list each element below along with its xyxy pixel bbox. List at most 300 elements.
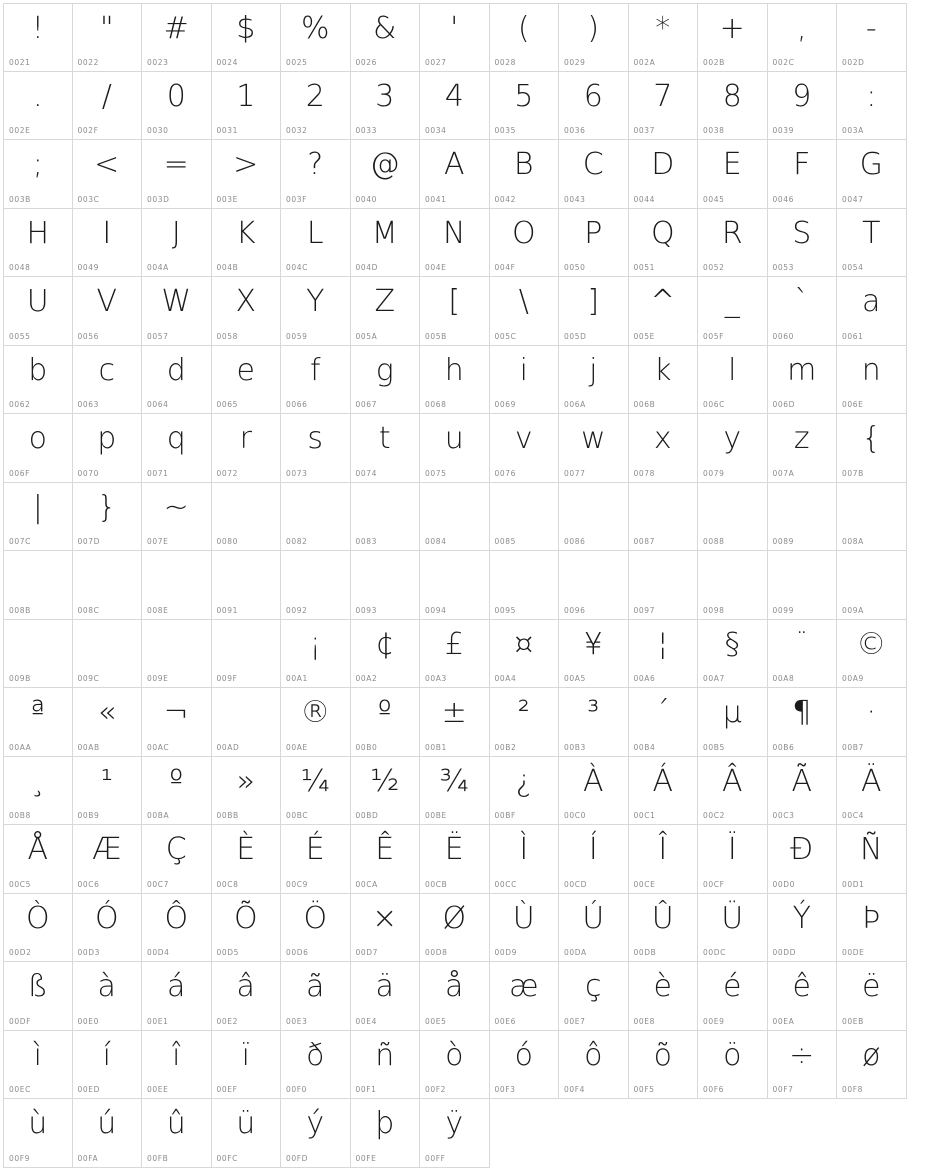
glyph-cell[interactable] [73, 209, 143, 278]
glyph-cell[interactable] [73, 962, 143, 1031]
glyph-cell[interactable] [212, 1031, 282, 1100]
glyph-cell[interactable] [73, 757, 143, 826]
glyph-cell[interactable] [212, 620, 282, 689]
glyph-cell[interactable] [73, 894, 143, 963]
glyph-codepoint: 0072 [216, 468, 238, 478]
glyph-character [351, 555, 420, 597]
glyph-cell[interactable] [768, 3, 838, 72]
glyph-cell[interactable] [837, 277, 907, 346]
glyph-cell[interactable] [837, 209, 907, 278]
glyph-codepoint: 00D7 [355, 948, 378, 957]
glyph-cell[interactable] [490, 620, 560, 689]
glyph-cell[interactable] [420, 894, 490, 963]
glyph-cell[interactable] [837, 757, 907, 826]
glyph-cell[interactable] [768, 140, 838, 209]
glyph-cell[interactable] [73, 140, 143, 209]
glyph-cell[interactable] [698, 1031, 768, 1100]
glyph-cell[interactable] [73, 483, 143, 552]
glyph-cell[interactable] [768, 346, 838, 415]
glyph-cell[interactable] [490, 825, 560, 894]
glyph-cell[interactable] [490, 483, 560, 552]
glyph-cell[interactable] [559, 962, 629, 1031]
glyph-cell[interactable] [559, 894, 629, 963]
glyph-codepoint: 00B4 [633, 742, 656, 752]
glyph-character: ä [375, 969, 394, 1004]
glyph-cell[interactable] [768, 894, 838, 963]
glyph-cell[interactable] [420, 3, 490, 72]
glyph-cell[interactable] [698, 414, 768, 483]
glyph-cell[interactable] [559, 483, 629, 552]
glyph-cell[interactable] [351, 72, 421, 141]
glyph-character: ì [33, 1037, 42, 1073]
glyph-character: & [373, 11, 397, 46]
glyph-cell[interactable] [142, 551, 212, 620]
glyph-character: è [653, 969, 672, 1004]
glyph-codepoint: 00F5 [633, 1085, 655, 1094]
glyph-cell[interactable] [3, 414, 73, 483]
glyph-cell[interactable] [559, 3, 629, 72]
glyph-cell[interactable] [142, 962, 212, 1031]
glyph-cell[interactable] [698, 277, 768, 346]
glyph-cell[interactable] [281, 1099, 351, 1168]
glyph-cell[interactable] [768, 277, 838, 346]
glyph-character [351, 487, 420, 529]
glyph-character: x [653, 421, 672, 456]
glyph-character: o [28, 421, 47, 456]
glyph-cell[interactable] [837, 346, 907, 415]
glyph-cell[interactable] [351, 1031, 421, 1100]
glyph-cell[interactable] [420, 1031, 490, 1100]
glyph-cell[interactable] [490, 72, 560, 141]
glyph-cell[interactable] [212, 414, 282, 483]
glyph-cell[interactable] [3, 620, 73, 689]
glyph-character: ù [28, 1106, 48, 1141]
glyph-codepoint: 0088 [703, 537, 725, 546]
glyph-codepoint: 00B3 [564, 742, 586, 752]
glyph-cell[interactable] [559, 414, 629, 483]
glyph-cell[interactable] [281, 1031, 351, 1100]
glyph-cell[interactable] [142, 825, 212, 894]
glyph-cell[interactable] [559, 551, 629, 620]
glyph-character: G [859, 147, 883, 182]
glyph-cell[interactable] [142, 620, 212, 689]
glyph-cell[interactable] [281, 346, 351, 415]
glyph-cell[interactable] [142, 414, 212, 483]
glyph-cell[interactable] [629, 209, 699, 278]
glyph-character: » [236, 763, 255, 799]
glyph-cell[interactable] [837, 551, 907, 620]
glyph-cell[interactable] [837, 72, 907, 141]
glyph-cell[interactable] [73, 346, 143, 415]
glyph-cell[interactable] [559, 346, 629, 415]
glyph-cell[interactable] [837, 962, 907, 1031]
glyph-character: å [445, 969, 464, 1004]
glyph-cell[interactable] [142, 688, 212, 757]
glyph-cell[interactable] [351, 962, 421, 1031]
glyph-codepoint: 00D2 [9, 948, 32, 957]
glyph-codepoint: 00B5 [703, 742, 725, 752]
glyph-cell[interactable] [351, 757, 421, 826]
glyph-cell[interactable] [142, 346, 212, 415]
glyph-cell[interactable] [73, 688, 143, 757]
glyph-cell[interactable] [3, 962, 73, 1031]
glyph-character [212, 555, 281, 597]
glyph-cell[interactable] [281, 483, 351, 552]
glyph-cell[interactable] [281, 620, 351, 689]
glyph-cell[interactable] [3, 72, 73, 141]
glyph-codepoint: 00A5 [564, 674, 586, 683]
glyph-cell[interactable] [212, 825, 282, 894]
glyph-codepoint: 00C0 [564, 811, 586, 820]
glyph-cell[interactable] [559, 140, 629, 209]
glyph-cell[interactable] [420, 1099, 490, 1168]
glyph-cell[interactable] [698, 757, 768, 826]
glyph-codepoint: 0051 [633, 263, 655, 272]
glyph-cell[interactable] [490, 551, 560, 620]
glyph-cell[interactable] [559, 1031, 629, 1100]
glyph-cell[interactable] [142, 140, 212, 209]
glyph-cell[interactable] [351, 1099, 421, 1168]
glyph-cell[interactable] [3, 209, 73, 278]
glyph-codepoint: 0094 [425, 605, 447, 615]
glyph-cell[interactable] [420, 483, 490, 552]
glyph-cell[interactable] [698, 3, 768, 72]
glyph-cell[interactable] [768, 483, 838, 552]
glyph-character: { [861, 421, 881, 456]
glyph-cell[interactable] [3, 483, 73, 552]
glyph-codepoint: 005B [425, 331, 447, 341]
glyph-cell[interactable] [490, 757, 560, 826]
glyph-character: Y [306, 284, 325, 319]
glyph-cell[interactable] [490, 140, 560, 209]
glyph-codepoint: 0059 [286, 331, 308, 341]
glyph-cell[interactable] [629, 483, 699, 552]
glyph-character: ) [587, 11, 600, 46]
glyph-cell[interactable] [629, 277, 699, 346]
glyph-cell[interactable] [351, 688, 421, 757]
glyph-cell[interactable] [281, 757, 351, 826]
glyph-codepoint: 00D1 [842, 879, 865, 889]
glyph-cell[interactable] [559, 277, 629, 346]
glyph-codepoint: 00AC [147, 742, 170, 752]
glyph-cell[interactable] [73, 620, 143, 689]
glyph-cell[interactable] [212, 1099, 282, 1168]
glyph-character [420, 555, 489, 597]
glyph-cell[interactable] [559, 757, 629, 826]
glyph-cell[interactable] [420, 72, 490, 141]
glyph-cell[interactable] [73, 1099, 143, 1168]
glyph-cell[interactable] [629, 551, 699, 620]
glyph-cell[interactable] [212, 346, 282, 415]
glyph-codepoint: 00C3 [772, 811, 795, 820]
glyph-cell[interactable] [3, 346, 73, 415]
glyph-cell[interactable] [3, 1099, 73, 1168]
glyph-cell[interactable] [768, 209, 838, 278]
glyph-cell[interactable] [73, 277, 143, 346]
glyph-character: Ú [582, 900, 605, 936]
glyph-cell[interactable] [490, 962, 560, 1031]
glyph-codepoint: 0052 [703, 263, 725, 272]
glyph-cell[interactable] [837, 688, 907, 757]
glyph-cell[interactable] [629, 688, 699, 757]
glyph-cell[interactable] [698, 140, 768, 209]
glyph-cell[interactable] [420, 962, 490, 1031]
glyph-cell[interactable] [212, 3, 282, 72]
glyph-cell[interactable] [212, 72, 282, 141]
glyph-cell[interactable] [351, 277, 421, 346]
glyph-character: Å [27, 832, 49, 867]
glyph-cell[interactable] [73, 1031, 143, 1100]
glyph-cell[interactable] [490, 688, 560, 757]
glyph-character: Ô [164, 900, 189, 936]
glyph-cell[interactable] [281, 894, 351, 963]
glyph-codepoint: 006D [772, 400, 795, 409]
glyph-cell[interactable] [281, 825, 351, 894]
glyph-codepoint: 00EF [216, 1085, 238, 1094]
glyph-cell[interactable] [559, 825, 629, 894]
glyph-cell[interactable] [490, 414, 560, 483]
glyph-cell[interactable] [698, 962, 768, 1031]
glyph-character: æ [509, 969, 539, 1004]
glyph-cell[interactable] [3, 140, 73, 209]
glyph-cell[interactable] [420, 620, 490, 689]
glyph-cell[interactable] [559, 620, 629, 689]
glyph-codepoint: 00AD [216, 742, 240, 752]
glyph-cell[interactable] [698, 72, 768, 141]
glyph-codepoint: 0034 [425, 126, 447, 135]
glyph-cell[interactable] [768, 72, 838, 141]
glyph-cell[interactable] [281, 551, 351, 620]
glyph-cell[interactable] [3, 551, 73, 620]
glyph-cell[interactable] [351, 825, 421, 894]
glyph-cell[interactable] [629, 414, 699, 483]
glyph-cell[interactable] [3, 277, 73, 346]
glyph-cell[interactable] [768, 414, 838, 483]
glyph-character: Q [650, 215, 675, 251]
glyph-cell[interactable] [837, 620, 907, 689]
glyph-character: 0 [166, 78, 186, 114]
glyph-cell[interactable] [281, 688, 351, 757]
glyph-character: ¼ [300, 763, 330, 799]
glyph-cell[interactable] [490, 1031, 560, 1100]
glyph-cell[interactable] [420, 757, 490, 826]
glyph-cell[interactable] [698, 209, 768, 278]
glyph-cell[interactable] [698, 551, 768, 620]
glyph-character [768, 555, 837, 597]
glyph-cell[interactable] [73, 3, 143, 72]
glyph-cell[interactable] [73, 825, 143, 894]
glyph-cell[interactable] [837, 140, 907, 209]
glyph-cell[interactable] [212, 962, 282, 1031]
glyph-cell[interactable] [281, 3, 351, 72]
glyph-codepoint: 0042 [494, 194, 516, 204]
glyph-cell[interactable] [629, 72, 699, 141]
glyph-character: d [166, 352, 186, 388]
glyph-cell[interactable] [142, 1031, 212, 1100]
glyph-cell[interactable] [420, 346, 490, 415]
glyph-cell[interactable] [142, 483, 212, 552]
glyph-cell[interactable] [142, 72, 212, 141]
glyph-cell[interactable] [698, 620, 768, 689]
glyph-codepoint: 0048 [9, 263, 31, 272]
glyph-cell[interactable] [698, 346, 768, 415]
glyph-cell[interactable] [837, 1031, 907, 1100]
glyph-cell[interactable] [142, 209, 212, 278]
glyph-cell[interactable] [768, 620, 838, 689]
glyph-cell[interactable] [837, 3, 907, 72]
glyph-codepoint: 0085 [494, 537, 516, 546]
glyph-cell[interactable] [142, 277, 212, 346]
glyph-cell[interactable] [768, 1031, 838, 1100]
glyph-cell[interactable] [212, 551, 282, 620]
glyph-codepoint: 004F [494, 263, 516, 272]
glyph-character: â [236, 969, 255, 1004]
glyph-cell[interactable] [351, 209, 421, 278]
glyph-cell[interactable] [698, 825, 768, 894]
glyph-character [698, 487, 767, 529]
glyph-character: Û [651, 900, 674, 936]
glyph-cell[interactable] [490, 277, 560, 346]
glyph-cell[interactable] [73, 551, 143, 620]
glyph-cell[interactable] [490, 209, 560, 278]
glyph-cell[interactable] [212, 277, 282, 346]
glyph-character: _ [724, 284, 740, 319]
glyph-character: É [305, 832, 325, 867]
glyph-cell[interactable] [420, 209, 490, 278]
glyph-cell[interactable] [351, 3, 421, 72]
glyph-character: ' [450, 11, 459, 46]
glyph-cell[interactable] [420, 825, 490, 894]
glyph-codepoint: 00F7 [772, 1085, 794, 1094]
glyph-character: P [584, 215, 603, 251]
glyph-cell[interactable] [351, 140, 421, 209]
glyph-cell[interactable] [629, 825, 699, 894]
glyph-cell[interactable] [768, 688, 838, 757]
glyph-codepoint: 00A9 [842, 674, 864, 683]
glyph-cell[interactable] [73, 72, 143, 141]
glyph-character: R [721, 215, 743, 251]
glyph-cell[interactable] [490, 3, 560, 72]
glyph-cell[interactable] [142, 1099, 212, 1168]
glyph-cell[interactable] [420, 688, 490, 757]
glyph-cell[interactable] [142, 757, 212, 826]
glyph-cell[interactable] [351, 620, 421, 689]
glyph-cell[interactable] [629, 962, 699, 1031]
glyph-cell[interactable] [281, 277, 351, 346]
glyph-character: À [582, 763, 604, 799]
glyph-cell[interactable] [3, 688, 73, 757]
glyph-codepoint: 0091 [216, 605, 238, 615]
glyph-cell[interactable] [281, 962, 351, 1031]
glyph-codepoint: 00A6 [633, 674, 656, 683]
glyph-codepoint: 00BE [425, 811, 447, 820]
glyph-cell[interactable] [559, 209, 629, 278]
glyph-cell[interactable] [559, 72, 629, 141]
glyph-cell[interactable] [837, 414, 907, 483]
glyph-character: Ý [792, 900, 811, 936]
glyph-cell[interactable] [212, 209, 282, 278]
glyph-cell[interactable] [629, 346, 699, 415]
glyph-cell[interactable] [281, 209, 351, 278]
glyph-cell[interactable] [142, 894, 212, 963]
glyph-cell[interactable] [629, 3, 699, 72]
glyph-codepoint: 0029 [564, 57, 586, 67]
glyph-character: p [97, 421, 117, 456]
glyph-cell[interactable] [420, 551, 490, 620]
glyph-cell[interactable] [629, 894, 699, 963]
glyph-cell[interactable] [73, 414, 143, 483]
glyph-cell[interactable] [768, 962, 838, 1031]
glyph-cell[interactable] [490, 346, 560, 415]
glyph-cell[interactable] [420, 140, 490, 209]
glyph-cell[interactable] [768, 551, 838, 620]
glyph-codepoint: 004B [216, 263, 239, 272]
glyph-cell[interactable] [212, 757, 282, 826]
glyph-character [212, 624, 281, 666]
glyph-cell[interactable] [212, 483, 282, 552]
glyph-codepoint: 0069 [494, 400, 516, 409]
glyph-cell[interactable] [768, 825, 838, 894]
glyph-cell[interactable] [420, 414, 490, 483]
glyph-cell[interactable] [837, 483, 907, 552]
glyph-cell[interactable] [629, 757, 699, 826]
glyph-codepoint: 00DC [703, 948, 726, 957]
glyph-cell[interactable] [3, 894, 73, 963]
glyph-codepoint: 0054 [842, 263, 864, 272]
glyph-codepoint: 00F2 [425, 1085, 447, 1094]
glyph-cell[interactable] [629, 140, 699, 209]
glyph-cell[interactable] [698, 688, 768, 757]
glyph-cell[interactable] [351, 551, 421, 620]
glyph-cell[interactable] [3, 1031, 73, 1100]
glyph-cell[interactable] [142, 3, 212, 72]
glyph-codepoint: 00AB [77, 742, 100, 752]
glyph-cell[interactable] [281, 140, 351, 209]
glyph-cell[interactable] [351, 894, 421, 963]
glyph-cell[interactable] [559, 688, 629, 757]
glyph-cell[interactable] [3, 3, 73, 72]
glyph-character: Ø [442, 900, 467, 936]
glyph-cell[interactable] [420, 277, 490, 346]
glyph-character: l [728, 352, 737, 388]
glyph-cell[interactable] [3, 825, 73, 894]
glyph-cell[interactable] [351, 483, 421, 552]
glyph-cell[interactable] [629, 620, 699, 689]
glyph-codepoint: 00F0 [286, 1085, 308, 1094]
glyph-cell[interactable] [698, 894, 768, 963]
glyph-cell[interactable] [768, 757, 838, 826]
glyph-cell[interactable] [837, 825, 907, 894]
glyph-cell[interactable] [490, 894, 560, 963]
glyph-codepoint: 006A [564, 400, 586, 409]
glyph-cell[interactable] [351, 414, 421, 483]
glyph-cell[interactable] [698, 483, 768, 552]
glyph-cell[interactable] [3, 757, 73, 826]
glyph-character: % [300, 11, 330, 46]
glyph-character: T [862, 215, 881, 251]
glyph-cell[interactable] [281, 414, 351, 483]
glyph-cell[interactable] [351, 346, 421, 415]
glyph-cell[interactable] [212, 140, 282, 209]
glyph-cell[interactable] [281, 72, 351, 141]
glyph-cell[interactable] [629, 1031, 699, 1100]
glyph-character: m [787, 352, 817, 388]
glyph-character: r [239, 421, 252, 456]
glyph-character: î [172, 1037, 181, 1073]
glyph-cell[interactable] [212, 894, 282, 963]
glyph-cell[interactable] [212, 688, 282, 757]
glyph-cell[interactable] [837, 894, 907, 963]
